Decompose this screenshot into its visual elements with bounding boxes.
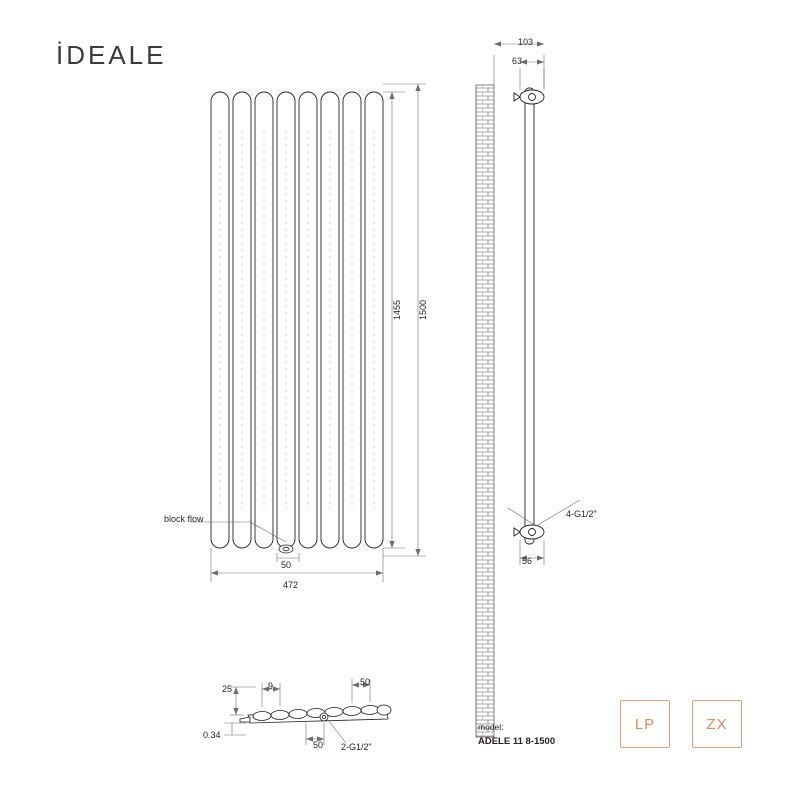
front-dim-1455: 1455 — [392, 300, 402, 321]
side-dim-103: 103 — [518, 37, 534, 47]
front-view-drawing — [180, 70, 430, 590]
side-dim-56: 56 — [522, 556, 533, 566]
model-value: ADELE 11 8-1500 — [478, 736, 556, 747]
side-view-drawing — [470, 60, 600, 760]
top-dim-034: 0.34 — [203, 730, 221, 740]
front-dim-50: 50 — [281, 560, 292, 570]
front-dim-472: 472 — [283, 580, 299, 590]
side-dim-63: 63 — [512, 56, 523, 66]
top-dim-50-right: 50 — [360, 677, 371, 687]
badge-lp: LP — [620, 700, 670, 748]
side-callout-connection: 4-G1/2" — [566, 509, 597, 519]
model-label: model: — [478, 722, 504, 732]
top-callout-connection: 2-G1/2" — [341, 742, 372, 752]
top-dim-9: 9 — [268, 681, 274, 691]
badge-zx: ZX — [692, 700, 742, 748]
front-callout-block-flow: block flow — [164, 514, 204, 524]
top-dim-25: 25 — [222, 684, 233, 694]
top-view-drawing — [200, 665, 420, 760]
front-dim-1500: 1500 — [418, 300, 428, 321]
brand-logo: İDEALE — [56, 40, 167, 70]
top-dim-50-bottom: 50 — [313, 740, 324, 750]
